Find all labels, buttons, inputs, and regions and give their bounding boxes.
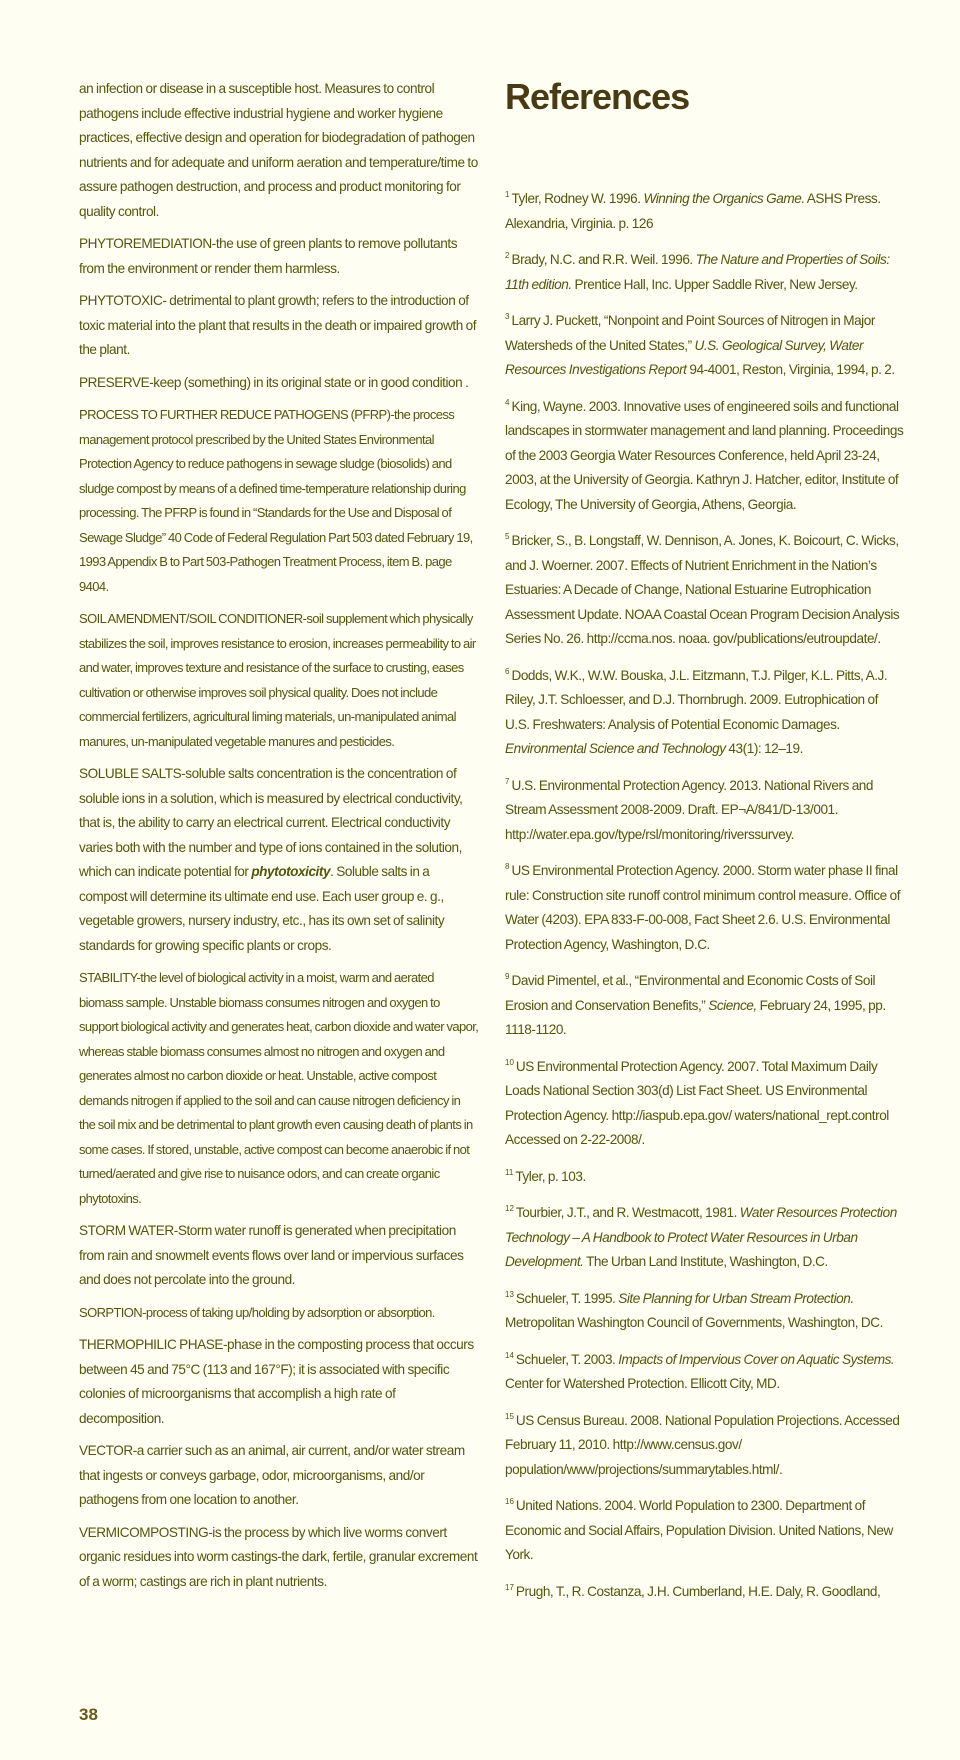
glossary-definition: -keep (something) in its original state or in good condition . <box>149 374 469 390</box>
reference-title: Winning the Organics Game. <box>643 191 805 206</box>
reference-number: 1 <box>505 190 510 199</box>
reference-text: U.S. Environmental Protection Agency. 2013. National Rivers and Stream Assessment 2008-2009. Draft. EP¬A/841/D-13/001. http://water.epa.gov/type/rsl/monitoring/riverssurvey. <box>505 777 874 842</box>
reference-item <box>505 660 905 762</box>
reference-number: 10 <box>505 1057 514 1067</box>
reference-item <box>505 183 905 236</box>
reference-number: 8 <box>505 862 510 871</box>
glossary-column <box>79 77 479 1602</box>
glossary-entry-preserve <box>79 371 479 396</box>
reference-number: 14 <box>505 1350 514 1360</box>
reference-text-after: ASHS Press. Alexandria, Virginia. p. 126 <box>505 191 881 231</box>
glossary-term: PHYTOTOXIC <box>79 293 163 308</box>
reference-item <box>505 1197 905 1275</box>
reference-text-after: Prentice Hall, Inc. Upper Saddle River, New Jersey. <box>571 276 858 292</box>
glossary-term: SOLUBLE SALTS <box>79 766 182 781</box>
glossary-term: PROCESS TO FURTHER REDUCE PATHOGENS (PFRP) <box>79 407 391 422</box>
reference-number: 9 <box>505 972 510 981</box>
reference-text-after: February 24, 1995, pp. 1118-1120. <box>505 997 886 1037</box>
reference-item <box>505 391 905 518</box>
glossary-term: PHYTOREMEDIATION <box>79 236 212 251</box>
reference-item <box>505 770 905 848</box>
glossary-term: STABILITY <box>79 970 137 985</box>
reference-number: 3 <box>505 312 510 321</box>
glossary-definition: -the level of biological activity in a moist, warm and aerated biomass sample. Unstable biomass consumes nitrogen and oxygen to support biological activity and generates heat, carbon dioxide and water vapor, whereas stable biomass consumes almost no nitrogen and oxygen and generates almost no carbon dioxide or heat. Unstable, active compost demands nitrogen if applied to the soil and can cause nitrogen deficiency in the soil mix and be detrimental to plant growth even causing death of plants in some cases. If stored, unstable, active compost can become anaerobic if not turned/aerated and give rise to nuisance odors, and can create organic phytotoxins. <box>79 970 479 1206</box>
glossary-term: VECTOR <box>79 1443 133 1458</box>
reference-number: 7 <box>505 776 510 786</box>
reference-item <box>505 1576 905 1605</box>
glossary-emphasis: phytotoxicity <box>251 864 331 879</box>
reference-item <box>505 1344 905 1397</box>
reference-number: 12 <box>505 1204 514 1213</box>
reference-text: US Census Bureau. 2008. National Population Projections. Accessed February 11, 2010. http://www.census.gov/ population/www/projections/summarytables.html/. <box>505 1412 900 1477</box>
glossary-entry-phytoremediation <box>79 232 479 281</box>
reference-text: United Nations. 2004. World Population to 2300. Department of Economic and Social Affairs, Population Division. United Nations, New York. <box>505 1498 893 1562</box>
reference-number: 2 <box>505 251 510 260</box>
reference-item <box>505 1051 905 1153</box>
glossary-definition: -process of taking up/holding by adsorption or absorption. <box>142 1304 435 1320</box>
glossary-definition: -soil supplement which physically stabilizes the soil, improves resistance to erosion, increases permeability to air and water, improves texture and resistance of the surface to crusting, eases cultivation or otherwise improves soil physical quality. Does not include commercial fertilizers, agricultural liming materials, un-manipulated animal manures, un-manipulated vegetable manures and pesticides. <box>79 611 476 749</box>
reference-title: Water Resources Protection Technology – A Handbook to Protect Water Resources in Urban Development. <box>505 1205 897 1269</box>
reference-item <box>505 305 905 383</box>
reference-text: US Environmental Protection Agency. 2000. Storm water phase II final rule: Construction site runoff control minimum control measure. Office of Water (4203). EPA 833-F-00-008, Fact Sheet 2.6. U.S. Environmental Protection Agency, Washington, D.C. <box>505 863 901 952</box>
reference-item <box>505 1490 905 1568</box>
glossary-term: PRESERVE <box>79 374 150 390</box>
glossary-definition: -a carrier such as an animal, air current, and/or water stream that ingests or conveys garbage, odor, microorganisms, and/or pathogens from one location to another. <box>79 1443 465 1507</box>
reference-number: 11 <box>505 1167 514 1177</box>
glossary-term: STORM WATER <box>79 1223 174 1238</box>
reference-text: King, Wayne. 2003. Innovative uses of engineered soils and functional landscapes in stormwater management and land planning. Proceedings of the 2003 Georgia Water Resources Conference, held April 23-24, 2003, at the University of Georgia. Kathryn J. Hatcher, editor, Institute of Ecology, The University of Georgia, Athens, Georgia. <box>505 398 904 512</box>
reference-title: Environmental Science and Technology <box>505 741 726 756</box>
reference-text-after: 94-4001, Reston, Virginia, 1994, p. 2. <box>686 362 895 377</box>
reference-text: Tyler, p. 103. <box>515 1168 586 1184</box>
glossary-entry-soluble-salts <box>79 762 479 958</box>
glossary-definition: -is the process by which live worms convert organic residues into worm castings-the dark, fertile, granular excrement of a worm; castings are rich in plant nutrients. <box>79 1524 478 1589</box>
glossary-text: an infection or disease in a susceptible host. Measures to control pathogens include effective industrial hygiene and worker hygiene practices, effective design and operation for biodegradation of pathogen nutrients and for adequate and uniform aeration and temperature/time to assure pathogen destruction, and process and product monitoring for quality control. <box>79 81 478 219</box>
glossary-entry-storm-water <box>79 1219 479 1293</box>
glossary-entry-vermicomposting <box>79 1521 479 1595</box>
reference-text: David Pimentel, et al., “Environmental and Economic Costs of Soil Erosion and Conservation Benefits,” <box>505 973 876 1013</box>
reference-text: Tourbier, J.T., and R. Westmacott, 1981. <box>515 1205 740 1220</box>
glossary-definition: -the use of green plants to remove pollutants from the environment or render them harmless. <box>79 236 458 276</box>
reference-title: U.S. Geological Survey, Water Resources Investigations Report <box>505 337 864 377</box>
reference-text: Tyler, Rodney W. 1996. <box>511 191 644 206</box>
reference-item <box>505 855 905 957</box>
reference-text: Larry J. Puckett, “Nonpoint and Point Sources of Nitrogen in Major Watersheds of the United States,” <box>505 313 875 353</box>
reference-number: 4 <box>505 397 510 407</box>
reference-text-after: The Urban Land Institute, Washington, D.C. <box>583 1254 828 1269</box>
reference-text: Dodds, W.K., W.W. Bouska, J.L. Eitzmann, T.J. Pilger, K.L. Pitts, A.J. Riley, J.T. Schloesser, and D.J. Thornbrugh. 2009. Eutrophication of U.S. Freshwaters: Analysis of Potential Economic Damages. <box>505 667 888 732</box>
reference-number: 5 <box>505 532 510 541</box>
reference-item <box>505 1161 905 1190</box>
reference-number: 15 <box>505 1411 514 1421</box>
page-number: 38 <box>79 1705 98 1724</box>
glossary-entry-soil-amendment <box>79 607 479 754</box>
reference-text-after: Center for Watershed Protection. Ellicott City, MD. <box>505 1376 780 1391</box>
reference-number: 13 <box>505 1289 514 1299</box>
glossary-term: SORPTION <box>79 1304 143 1320</box>
glossary-definition: -Storm water runoff is generated when precipitation from rain and snowmelt events flows over land or impervious surfaces and does not percolate into the ground. <box>79 1223 464 1287</box>
glossary-definition: -soluble salts concentration is the concentration of soluble ions in a solution, which is measured by electrical conductivity, that is, the ability to carry an electrical current. Electrical conductivity varies both with the number and type of ions contained in the solution, which can indicate potential for <box>79 766 463 879</box>
glossary-entry-phytotoxic <box>79 289 479 363</box>
glossary-definition: -the process management protocol prescribed by the United States Environmental Protection Agency to reduce pathogens in sewage sludge (biosolids) and sludge compost by means of a defined time-temperature relationship during processing. The PFRP is found in “Standards for the Use and Disposal of Sewage Sludge” 40 Code of Federal Regulation Part 503 dated February 19, 1993 Appendix B to Part 503-Pathogen Treatment Process, item B. page 9404. <box>79 407 473 594</box>
glossary-term: THERMOPHILIC PHASE <box>79 1337 223 1352</box>
reference-item <box>505 244 905 297</box>
references-heading: References <box>505 76 690 117</box>
glossary-entry-thermophilic-phase <box>79 1333 479 1431</box>
glossary-entry-pathogen-continued <box>79 77 479 224</box>
glossary-entry-sorption <box>79 1301 479 1326</box>
reference-text: Prugh, T., R. Costanza, J.H. Cumberland, H.E. Daly, R. Goodland, <box>515 1583 881 1599</box>
reference-item <box>505 1283 905 1336</box>
reference-number: 16 <box>505 1497 514 1506</box>
reference-item <box>505 1405 905 1483</box>
reference-text: Schueler, T. 1995. <box>515 1290 619 1306</box>
reference-text: Schueler, T. 2003. <box>515 1351 619 1367</box>
reference-text-after: 43(1): 12–19. <box>725 741 803 756</box>
glossary-entry-vector <box>79 1439 479 1513</box>
reference-number: 17 <box>505 1582 514 1592</box>
reference-text: Brady, N.C. and R.R. Weil. 1996. <box>511 252 696 267</box>
reference-text: US Environmental Protection Agency. 2007. Total Maximum Daily Loads National Section 303(d) List Fact Sheet. US Environmental Protection Agency. http://iaspub.epa.gov/ waters/national_rept.control Accessed on 2-22-2008/. <box>505 1058 889 1147</box>
reference-title: Science, <box>708 997 757 1013</box>
glossary-term: SOIL AMENDMENT/SOIL CONDITIONER <box>79 611 303 626</box>
reference-text: Bricker, S., B. Longstaff, W. Dennison, A. Jones, K. Boicourt, C. Wicks, and J. Woerner. 2007. Effects of Nutrient Enrichment in the Nation’s Estuaries: A Decade of Change, National Estuarine Eutrophication Assessment Update. NOAA Coastal Ocean Program Decision Analysis Series No. 26. http://ccma.nos. noaa. gov/publications/eutroupdate/. <box>505 533 900 646</box>
reference-title: Site Planning for Urban Stream Protection. <box>618 1290 854 1306</box>
glossary-term: VERMICOMPOSTING <box>79 1524 209 1540</box>
glossary-definition: - detrimental to plant growth; refers to the introduction of toxic material into the plant that results in the death or impaired growth of the plant. <box>79 293 477 357</box>
glossary-entry-stability <box>79 966 479 1211</box>
reference-title: Impacts of Impervious Cover on Aquatic Systems. <box>618 1351 895 1367</box>
reference-number: 6 <box>505 666 510 676</box>
references-column <box>505 77 905 1612</box>
glossary-definition-continued: . Soluble salts in a compost will determine its ultimate end use. Each user group e. g., vegetable growers, nursery industry, etc., has its own set of salinity standards for growing specific plants or crops. <box>79 864 445 953</box>
reference-text-after: Metropolitan Washington Council of Governments, Washington, DC. <box>505 1315 883 1330</box>
reference-item <box>505 525 905 652</box>
reference-item <box>505 965 905 1043</box>
glossary-entry-pfrp <box>79 403 479 599</box>
glossary-definition: -phase in the composting process that occurs between 45 and 75°C (113 and 167°F); it is associated with specific colonies of microorganisms that accomplish a high rate of decomposition. <box>79 1337 474 1426</box>
reference-title: The Nature and Properties of Soils: 11th edition. <box>505 252 890 292</box>
